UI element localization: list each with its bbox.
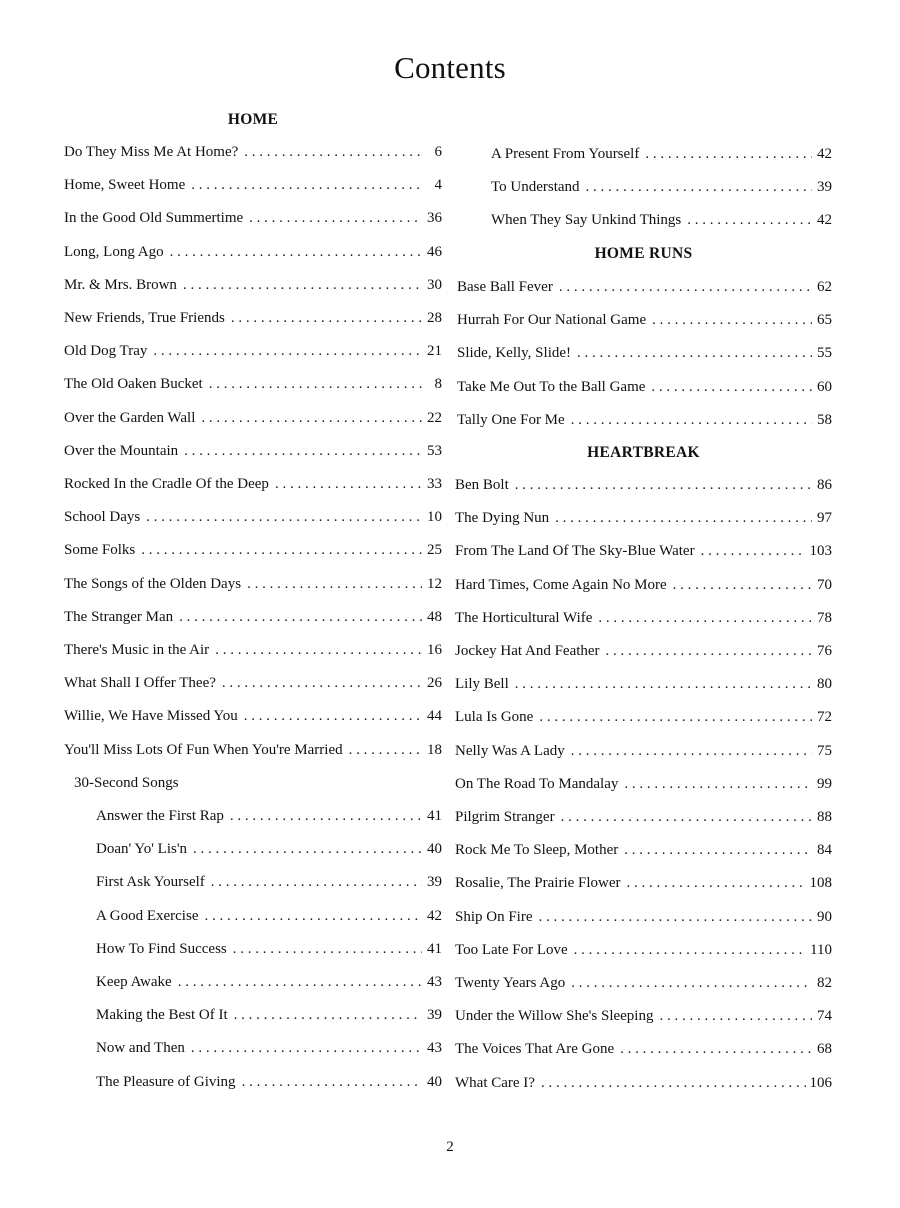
entry-title: Hurrah For Our National Game [457,312,647,329]
entry-page-number: 42 [427,907,442,924]
entry-page-number: 18 [427,741,442,758]
entry-page-number: 25 [427,542,442,559]
dot-leader [230,808,422,825]
toc-entry [455,875,832,897]
dot-leader [233,941,422,958]
dot-leader [231,310,422,327]
dot-leader [184,443,422,460]
toc-entry [455,543,832,565]
dot-leader [141,542,422,559]
dot-leader [191,1040,422,1057]
entry-title: Base Ball Fever [457,279,553,295]
toc-entry [96,841,442,863]
entry-title: Nelly Was A Lady [455,742,565,759]
dot-leader [539,909,812,926]
toc-entry [455,975,832,997]
entry-page-number: 39 [817,179,832,196]
dot-leader [541,1075,806,1092]
toc-entry [457,412,832,434]
entry-page-number: 90 [817,908,832,925]
dot-leader [178,974,422,991]
entry-page-number: 42 [817,146,832,162]
entry-page-number: 65 [817,312,832,329]
entry-page-number: 22 [427,409,442,426]
entry-page-number: 42 [817,212,832,229]
entry-title: Jockey Hat And Feather [455,643,600,659]
toc-entry [455,776,832,798]
entry-page-number: 10 [427,509,442,526]
dot-leader [586,179,812,196]
entry-title: The Old Oaken Bucket [64,376,203,393]
entry-page-number: 80 [817,676,832,693]
entry-page-number: 8 [434,376,442,393]
entry-page-number: 6 [434,144,442,160]
entry-title: Lula Is Gone [455,709,534,726]
entry-page-number: 26 [427,675,442,692]
section-heading-heartbreak: HEARTBREAK [587,444,700,461]
entry-page-number: 46 [427,243,442,260]
entry-page-number: 4 [434,177,442,194]
entry-page-number: 41 [427,808,442,824]
toc-entry [64,576,442,598]
entry-page-number: 74 [817,1008,832,1025]
entry-title: On The Road To Mandalay [455,775,619,792]
entry-page-number: 16 [427,642,442,658]
entry-title: Ben Bolt [455,477,509,493]
toc-entry [455,809,832,831]
toc-entry [64,509,442,531]
entry-title: New Friends, True Friends [64,310,225,326]
entry-title: Long, Long Ago [64,243,164,260]
entry-title: There's Music in the Air [64,642,210,658]
entry-title: Now and Then [96,1040,185,1057]
toc-entry [64,376,442,398]
entry-title: Ship On Fire [455,908,533,925]
toc-entry [491,146,832,168]
dot-leader [555,510,812,527]
toc-entry [64,210,442,232]
entry-page-number: 72 [817,709,832,726]
dot-leader [574,942,806,959]
toc-entry [64,609,442,631]
entry-page-number: 75 [817,742,832,759]
toc-entry [96,1074,442,1096]
entry-title: First Ask Yourself [96,874,205,891]
entry-title: A Good Exercise [96,907,199,924]
toc-entry [64,244,442,266]
toc-entry [96,1040,442,1062]
entry-title: Mr. & Mrs. Brown [64,276,177,293]
entry-page-number: 53 [427,442,442,459]
entry-title: From The Land Of The Sky-Blue Water [455,543,695,560]
dot-leader [153,343,422,360]
toc-entry [96,874,442,896]
toc-entry [64,410,442,432]
toc-entry [455,942,832,964]
entry-title: The Pleasure of Giving [96,1073,236,1090]
toc-entry [96,908,442,930]
dot-leader [651,379,812,396]
entry-page-number: 76 [817,643,832,659]
entry-page-number: 33 [427,476,442,492]
entry-page-number: 55 [817,345,832,362]
entry-title: When They Say Unkind Things [491,212,682,229]
dot-leader [606,643,812,660]
toc-entry [64,343,442,365]
entry-title: Take Me Out To the Ball Game [457,378,646,395]
toc-entry [491,212,832,234]
entry-page-number: 82 [817,975,832,991]
entry-page-number: 44 [427,708,442,725]
entry-title: A Present From Yourself [491,146,640,162]
entry-page-number: 43 [427,974,442,990]
toc-entry [96,941,442,963]
dot-leader [183,277,422,294]
toc-entry [64,675,442,697]
dot-leader [673,577,812,594]
toc-entry [455,1008,832,1030]
dot-leader [222,675,422,692]
dot-leader [244,708,422,725]
page-number: 2 [446,1139,454,1155]
entry-title: Rocked In the Cradle Of the Deep [64,476,269,492]
section-heading-home: HOME [227,111,279,128]
entry-page-number: 30 [427,276,442,293]
dot-leader [179,609,422,626]
toc-entry [64,476,442,498]
dot-leader [627,875,806,892]
entry-title: Doan' Yo' Lis'n [96,841,188,858]
toc-entry [455,477,832,499]
dot-leader [624,776,812,793]
toc-entry [455,577,832,599]
entry-title: The Songs of the Olden Days [64,575,242,592]
entry-page-number: 84 [817,842,832,859]
entry-page-number: 36 [427,210,442,227]
toc-entry [455,676,832,698]
dot-leader [242,1074,422,1091]
entry-title: Home, Sweet Home [64,177,186,194]
entry-page-number: 62 [817,279,832,295]
dot-leader [244,144,422,161]
dot-leader [571,412,812,429]
entry-page-number: 60 [817,378,832,395]
entry-title: Rock Me To Sleep, Mother [455,842,619,859]
entry-title: Over the Garden Wall [64,409,196,426]
entry-title: To Understand [491,179,580,196]
toc-entry [457,345,832,367]
dot-leader [215,642,422,659]
entry-page-number: 48 [427,608,442,625]
dot-leader [275,476,422,493]
entry-page-number: 41 [427,940,442,957]
toc-entry [64,443,442,465]
entry-title: The Stranger Man [64,608,174,625]
entry-page-number: 97 [817,510,832,527]
entry-page-number: 86 [817,477,832,493]
entry-page-number: 70 [817,576,832,593]
entry-title: Slide, Kelly, Slide! [457,345,572,362]
toc-entry [455,643,832,665]
entry-page-number: 28 [427,310,442,326]
entry-title: The Dying Nun [455,510,550,527]
dot-leader [577,345,812,362]
dot-leader [249,210,422,227]
toc-entry [455,709,832,731]
entry-title: Willie, We Have Missed You [64,708,238,725]
toc-entry [64,177,442,199]
entry-title: How To Find Success [96,940,227,957]
entry-page-number: 106 [809,1074,832,1091]
entry-title: In the Good Old Summertime [64,210,244,227]
entry-title: What Care I? [455,1074,535,1091]
entry-page-number: 21 [427,343,442,360]
dot-leader [624,842,812,859]
dot-leader [146,509,422,526]
entry-title: What Shall I Offer Thee? [64,675,216,692]
entry-page-number: 58 [817,411,832,428]
entry-title: Keep Awake [96,974,172,990]
toc-entry [457,379,832,401]
dot-leader [701,543,806,560]
toc-entry [64,277,442,299]
toc-entry [457,279,832,301]
dot-leader [349,742,422,759]
toc-entry [64,542,442,564]
dot-leader [561,809,812,826]
dot-leader [515,477,812,494]
entry-title: Twenty Years Ago [455,975,566,991]
toc-entry [64,642,442,664]
dot-leader [170,244,422,261]
dot-leader [247,576,422,593]
entry-title: Rosalie, The Prairie Flower [455,875,621,892]
entry-page-number: 40 [427,1073,442,1090]
entry-title: School Days [64,509,141,526]
dot-leader [571,975,812,992]
toc-entry [491,179,832,201]
entry-page-number: 103 [809,543,832,560]
entry-title: You'll Miss Lots Of Fun When You're Married [64,741,343,758]
dot-leader [559,279,812,296]
toc-entry [457,312,832,334]
toc-entry [455,1041,832,1063]
dot-leader [620,1041,812,1058]
entry-page-number: 40 [427,841,442,858]
entry-title: Over the Mountain [64,442,179,459]
dot-leader [571,743,812,760]
toc-entry [96,974,442,996]
dot-leader [211,874,422,891]
dot-leader [209,376,422,393]
entry-title: Making the Best Of It [96,1007,228,1024]
entry-page-number: 39 [427,1007,442,1024]
entry-title: Hard Times, Come Again No More [455,576,667,593]
toc-entry [455,909,832,931]
dot-leader [234,1007,422,1024]
entry-title: The Horticultural Wife [455,609,593,626]
entry-title: Pilgrim Stranger [455,809,555,825]
entry-page-number: 99 [817,775,832,792]
toc-entry [64,310,442,332]
dot-leader [515,676,812,693]
subsection-title: 30-Second Songs [74,774,179,791]
entry-title: Old Dog Tray [64,343,148,360]
toc-entry [64,742,442,764]
entry-page-number: 43 [427,1040,442,1057]
entry-title: The Voices That Are Gone [455,1041,615,1058]
entry-page-number: 68 [817,1041,832,1058]
dot-leader [539,709,812,726]
section-heading-home-runs: HOME RUNS [594,245,693,262]
entry-page-number: 78 [817,609,832,626]
toc-entry [64,708,442,730]
entry-page-number: 110 [810,941,832,958]
toc-entry [455,1075,832,1097]
dot-leader [598,610,812,627]
dot-leader [659,1008,812,1025]
entry-page-number: 88 [817,809,832,825]
toc-entry [455,510,832,532]
toc-entry [64,144,442,166]
toc-entry [455,743,832,765]
entry-title: Tally One For Me [457,411,565,428]
toc-entry [96,1007,442,1029]
entry-page-number: 39 [427,874,442,891]
dot-leader [193,841,422,858]
page-title: Contents [394,50,506,85]
entry-title: Lily Bell [455,676,509,693]
entry-title: Under the Willow She's Sleeping [455,1008,654,1025]
dot-leader [645,146,812,163]
entry-title: Too Late For Love [455,941,568,958]
entry-title: Answer the First Rap [96,808,224,824]
entry-title: Some Folks [64,542,136,559]
entry-page-number: 12 [427,575,442,592]
toc-entry [96,808,442,830]
toc-entry [455,610,832,632]
toc-entry [455,842,832,864]
entry-page-number: 108 [809,875,832,892]
dot-leader [652,312,812,329]
dot-leader [687,212,812,229]
dot-leader [191,177,422,194]
dot-leader [201,410,422,427]
dot-leader [204,908,422,925]
entry-title: Do They Miss Me At Home? [64,144,239,160]
